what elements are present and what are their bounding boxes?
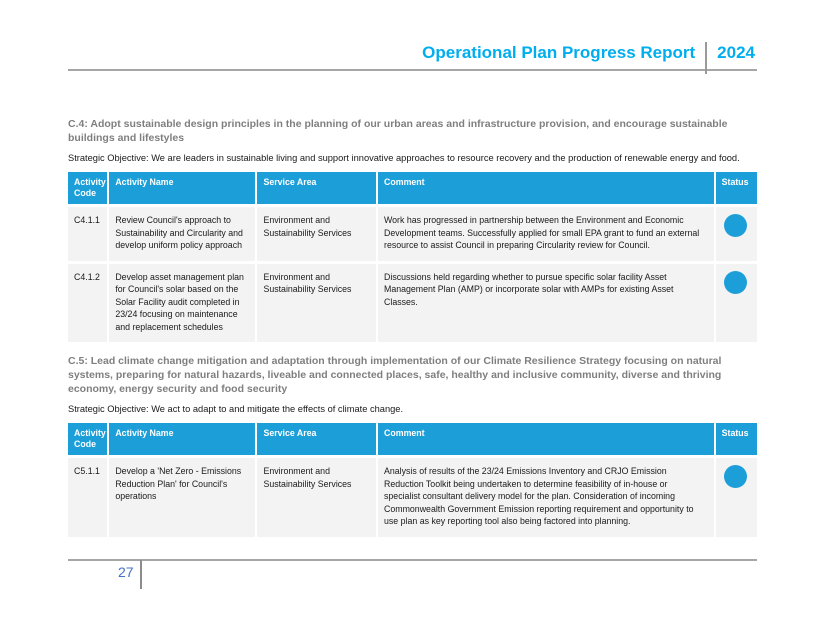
activity-table-c5 — [68, 423, 757, 540]
table-row — [68, 207, 757, 264]
activity-code-cell: C4.1.2 — [68, 264, 109, 346]
service-area-cell: Environment and Sustainability Services — [257, 458, 378, 540]
table-row — [68, 458, 757, 540]
comment-cell: Analysis of results of the 23/24 Emissions Inventory and CRJO Emission Reduction Toolkit being undertaken to determine feasibility of in-house or specialist consultant delivery model for the plan. Consideration of incoming Commonwealth Government Emission reporting requirement and opportunity to use plan as key reporting tool also being factored into planning. — [378, 458, 716, 540]
status-cell — [716, 207, 757, 264]
column-header-activity-code: Activity Code — [68, 423, 109, 458]
table-header-row — [68, 172, 757, 207]
activity-name-cell: Review Council's approach to Sustainability and Circularity and develop uniform policy approach — [109, 207, 257, 264]
table-header-row — [68, 423, 757, 458]
column-header-activity-name: Activity Name — [109, 423, 257, 458]
document-footer — [68, 559, 757, 589]
table-row — [68, 264, 757, 346]
comment-cell: Discussions held regarding whether to pursue specific solar facility Asset Management Plan (AMP) or incorporate solar with AMPs for existing Asset Classes. — [378, 264, 716, 346]
status-circle-icon — [724, 214, 747, 237]
activity-code-cell: C5.1.1 — [68, 458, 109, 540]
activity-name-cell: Develop asset management plan for Council's solar based on the Solar Facility audit completed in 23/24 focusing on maintenance and replacement schedules — [109, 264, 257, 346]
status-circle-icon — [724, 465, 747, 488]
header-divider — [705, 42, 707, 74]
activity-table-c4 — [68, 172, 757, 345]
strategic-objective: Strategic Objective: We act to adapt to and mitigate the effects of climate change. — [68, 404, 404, 414]
column-header-activity-name: Activity Name — [109, 172, 257, 207]
service-area-cell: Environment and Sustainability Services — [257, 264, 378, 346]
column-header-comment: Comment — [378, 172, 716, 207]
document-year: 2024 — [717, 43, 755, 62]
document-header — [68, 0, 757, 71]
column-header-service-area: Service Area — [257, 172, 378, 207]
service-area-cell: Environment and Sustainability Services — [257, 207, 378, 264]
document-title: Operational Plan Progress Report — [422, 43, 696, 62]
status-circle-icon — [724, 271, 747, 294]
strategic-objective: Strategic Objective: We are leaders in sustainable living and support innovative approaches to resource recovery and the production of renewable energy and food. — [68, 153, 740, 163]
comment-cell: Work has progressed in partnership between the Environment and Economic Development teams. Successfully applied for small EPA grant to fund an external resource to assist Council in preparing Circularity review for Council. — [378, 207, 716, 264]
activity-code-cell: C4.1.1 — [68, 207, 109, 264]
column-header-activity-code: Activity Code — [68, 172, 109, 207]
status-cell — [716, 458, 757, 540]
status-cell — [716, 264, 757, 346]
section-c5 — [68, 354, 757, 540]
section-heading: C.5: Lead climate change mitigation and adaptation through implementation of our Climate Resilience Strategy focusing on natural systems, preparing for natural hazards, liveable and connected places, safe, healthy and inclusive community, diverse and thriving economy, energy security and food security — [68, 355, 722, 395]
column-header-status: Status — [716, 423, 757, 458]
column-header-service-area: Service Area — [257, 423, 378, 458]
activity-name-cell: Develop a 'Net Zero - Emissions Reduction Plan' for Council's operations — [109, 458, 257, 540]
column-header-status: Status — [716, 172, 757, 207]
column-header-comment: Comment — [378, 423, 716, 458]
footer-divider — [140, 560, 142, 589]
page-number: 27 — [118, 564, 134, 580]
section-heading: C.4: Adopt sustainable design principles in the planning of our urban areas and infrastructure provision, and encourage sustainable buildings and lifestyles — [68, 118, 728, 144]
section-c4 — [68, 117, 757, 345]
